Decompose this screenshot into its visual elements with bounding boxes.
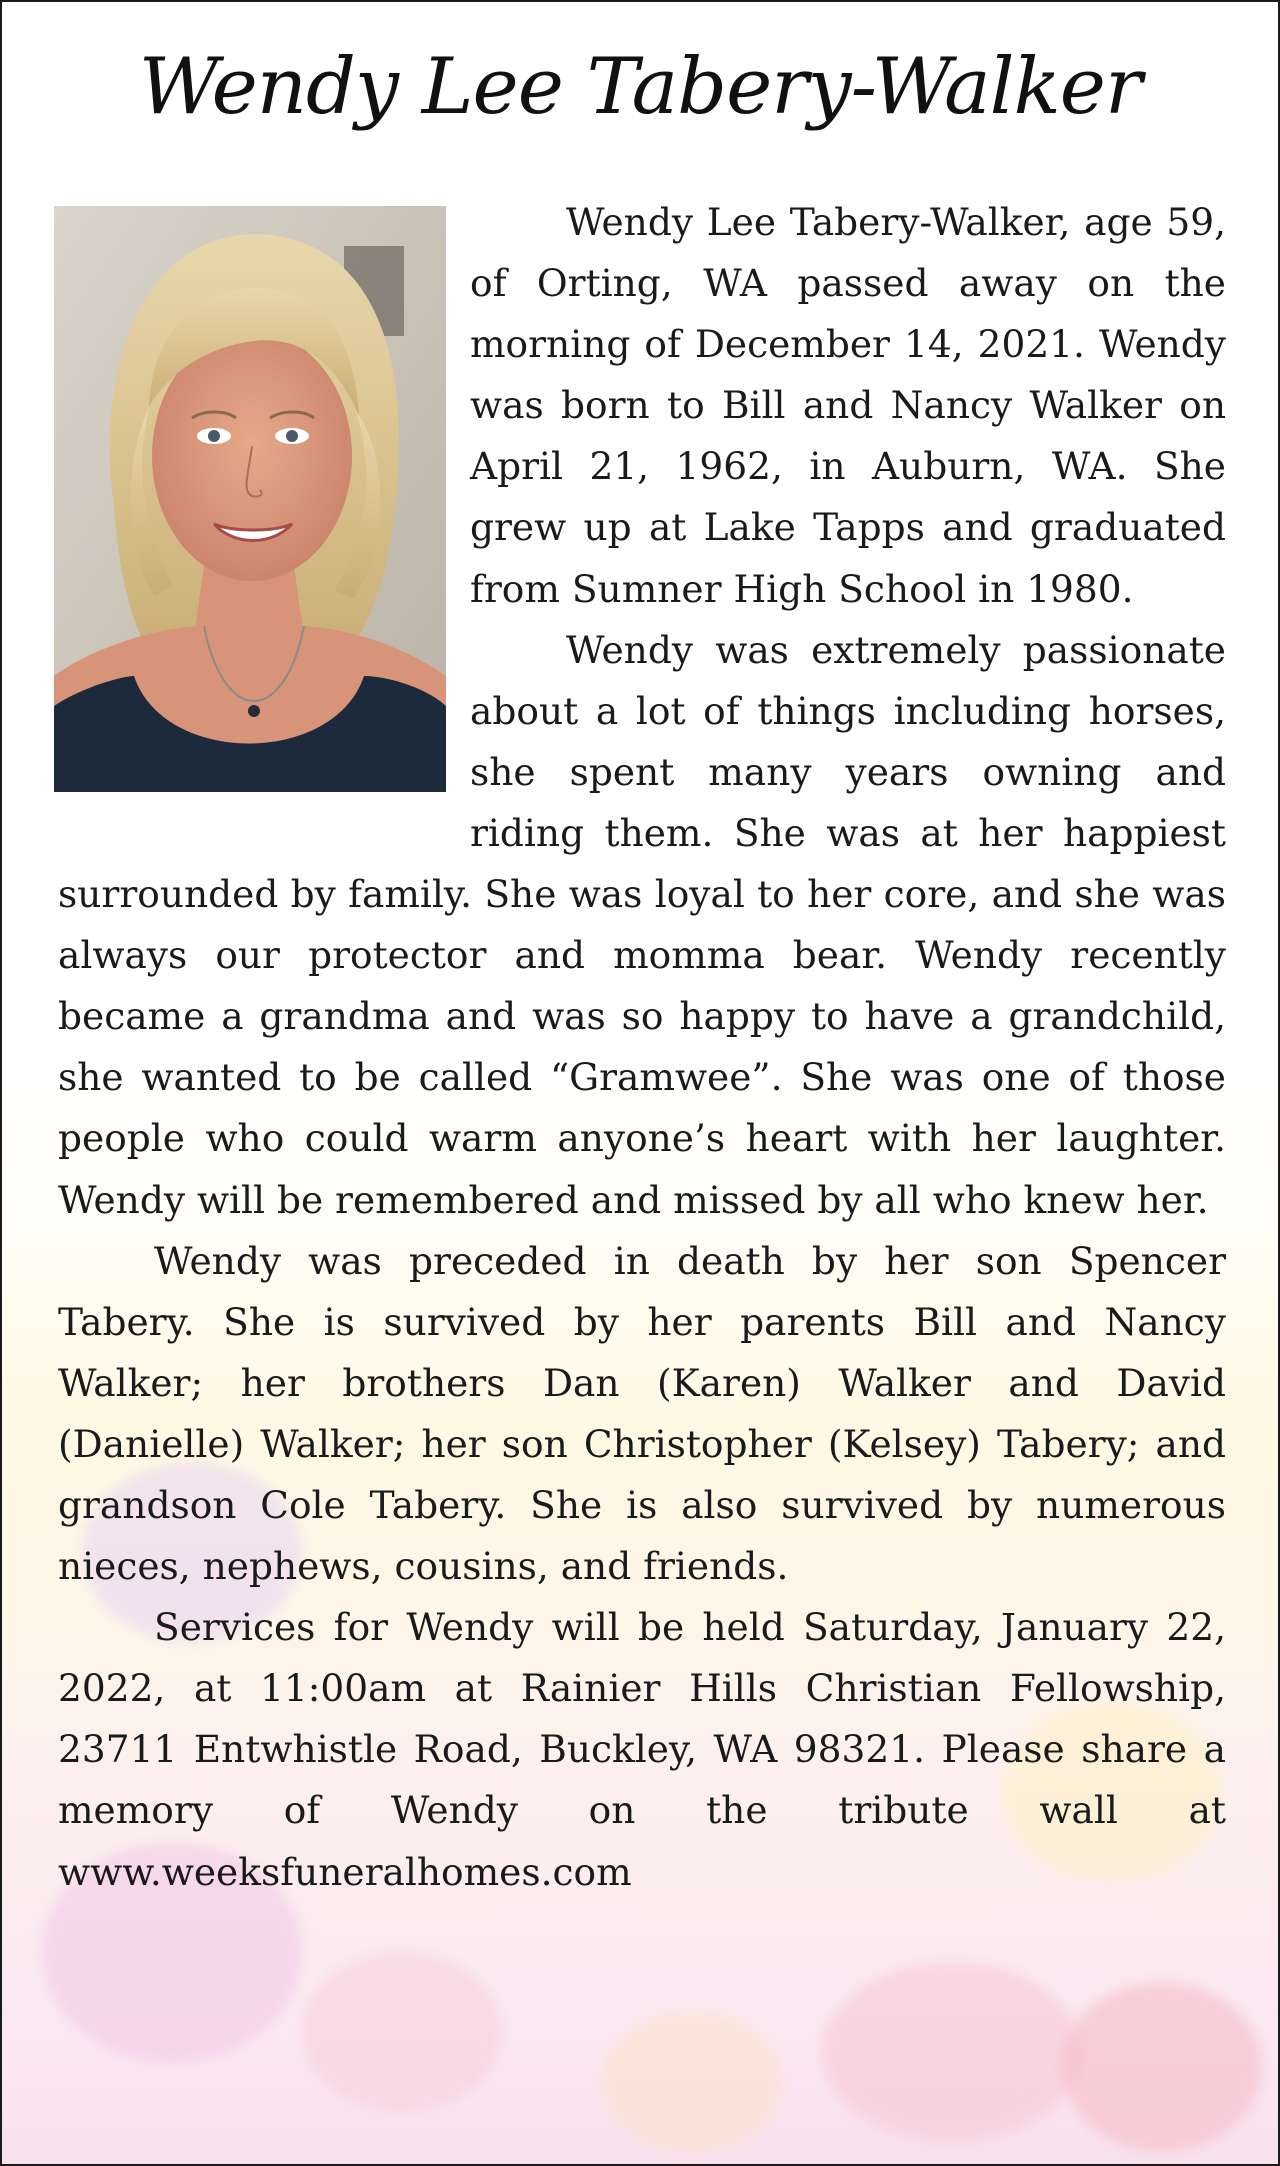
paragraph-services: Services for Wendy will be held Saturday, January 22, 2022, at 11:00am at Rainier Hills Christian Fellowship, 23711 Entwhistle Road, Buckley, WA 98321. Please share a memory of Wendy on the tribute wall at www.weeksfuneralhomes.com (58, 1605, 1226, 1894)
flower-decoration (302, 1952, 502, 2112)
paragraph-passions: Wendy was extremely passionate about a lot of things including horses, she spent many years owning and riding them. She was at her happiest surrounded by family. She was loyal to her core, and she was always our protector and momma bear. Wendy recently became a grandma and was so happy to have a grandchild, she wanted to be called “Gramwee”. She was one of those people who could warm anyone’s heart with her laughter. Wendy will be remembered and missed by all who knew her. (58, 627, 1226, 1222)
flower-decoration (1062, 1982, 1262, 2152)
paragraph-biography: Wendy Lee Tabery-Walker, age 59, of Orting, WA passed away on the morning of December 14, 2021. Wendy was born to Bill and Nancy Walker on April 21, 1962, in Auburn, WA. She grew up at Lake Tapps and graduated from Sumner High School in 1980. (470, 200, 1226, 611)
photo-spacer (58, 192, 470, 804)
flower-decoration (822, 1962, 1082, 2142)
obituary-body (58, 192, 1226, 1903)
paragraph-family: Wendy was preceded in death by her son Spencer Tabery. She is survived by her parents Bill and Nancy Walker; her brothers Dan (Karen) Walker and David (Danielle) Walker; her son Christopher (Kelsey) Tabery; and grandson Cole Tabery. She is also survived by numerous nieces, nephews, cousins, and friends. (58, 1238, 1226, 1589)
flower-decoration (602, 2012, 782, 2152)
page-title: Wendy Lee Tabery-Walker (138, 42, 1142, 132)
